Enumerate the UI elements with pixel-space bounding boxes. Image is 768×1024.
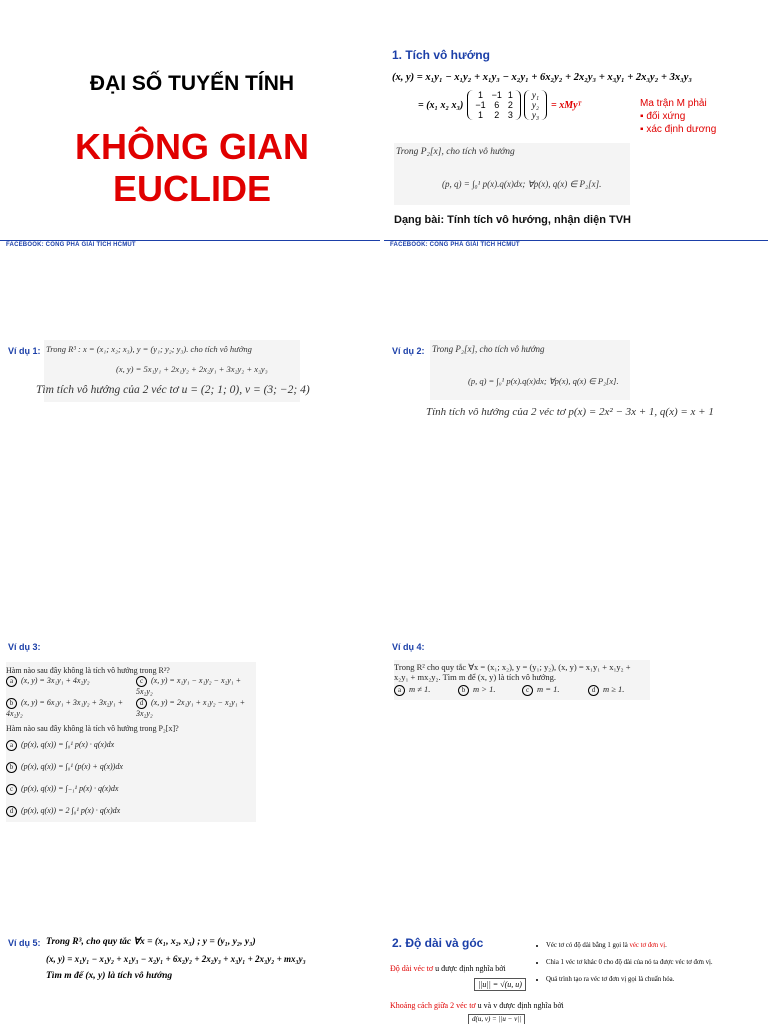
length-definition: Độ dài véc tơ u được định nghĩa bởi — [390, 964, 506, 973]
example-2 — [384, 256, 768, 512]
matrix-cell: 2 — [494, 110, 500, 120]
example-4-line: x₂y₁ + mx₂y₂. Tìm m để (x, y) là tích vô hướng. — [394, 672, 557, 682]
q1-option: b (x, y) = 6x₁y₁ + 3x₁y₂ + 3x₂y₁ + 4x₂y₂ — [6, 698, 124, 718]
example-4-box — [394, 660, 650, 700]
example-1-line: (x, y) = 5x₁y₁ + 2x₁y₂ + 2x₂y₁ + 3x₂y₂ + x₃y₃ — [116, 364, 268, 374]
example-2-line: (p, q) = ∫₀¹ p(x).q(x)dx; ∀p(x), q(x) ∈ P₂[x]. — [468, 376, 619, 386]
q1-option: d (x, y) = 2x₁y₁ + x₁y₂ − x₂y₁ + 3x₂y₂ — [136, 698, 246, 718]
question-1: Hàm nào sau đây không là tích vô hướng trong R²? — [6, 666, 170, 675]
facebook-label: FACEBOOK: CÔNG PHÁ GIẢI TÍCH HCMUT — [6, 242, 136, 248]
q1-option: a (x, y) = 3x₁y₁ + 4x₂y₂ — [6, 676, 90, 687]
example-label: Ví dụ 5: — [8, 938, 41, 948]
matrix-form — [418, 90, 581, 120]
example-label: Ví dụ 4: — [392, 642, 425, 652]
example-1-box — [36, 340, 310, 402]
section-heading: 2. Độ dài và góc — [392, 936, 484, 950]
exercise-type: Dạng bài: Tính tích vô hướng, nhận diện TVH — [394, 214, 631, 226]
vector-cell: y₂ — [531, 100, 539, 110]
example-5-line: Trong R³, cho quy tắc ∀x = (x₁, x₂, x₃) ; y = (y₁, y₂, y₃) — [46, 937, 256, 947]
example-label: Ví dụ 3: — [8, 642, 41, 652]
q2-option: d (p(x), q(x)) = 2 ∫₀¹ p(x) · q(x)dx — [6, 806, 120, 817]
matrix-note-title: Ma trận M phải — [640, 98, 707, 109]
matrix-cell: −1 — [475, 100, 486, 110]
example-5-line: (x, y) = x₁y₁ − x₁y₂ + x₁y₃ − x₂y₁ + 6x₂y₂ + 2x₂y₃ + x₃y₁ + 2x₃y₂ + mx₃y₃ — [46, 954, 306, 964]
q2-option: c (p(x), q(x)) = ∫₋₁¹ p(x) · q(x)dx — [6, 784, 118, 795]
unit-vector-notes — [536, 942, 764, 993]
note-bullet: • Chia 1 véc tơ khác 0 cho độ dài của nó ta được véc tơ đơn vị. — [546, 959, 764, 966]
matrix-cell: 1 — [507, 90, 513, 100]
distance-definition: Khoảng cách giữa 2 véc tơ u và v được định nghĩa bởi — [390, 1001, 564, 1010]
q2-option: a (p(x), q(x)) = ∫₀¹ p(x) · q(x)dx — [6, 740, 114, 751]
example-5 — [0, 768, 384, 1024]
divider — [384, 240, 768, 241]
p2-definition-box — [394, 143, 630, 205]
divider — [0, 240, 380, 241]
matrix-cell: 1 — [477, 90, 483, 100]
matrix-note — [640, 97, 716, 136]
matrix-cell: −1 — [491, 90, 502, 100]
answer-option: b m > 1. — [458, 684, 496, 696]
example-3 — [0, 512, 384, 815]
q2-option: b (p(x), q(x)) = ∫₀¹ (p(x) + q(x))dx — [6, 762, 123, 773]
answer-option: a m ≠ 1. — [394, 684, 430, 696]
matrix-result: = xMyᵀ — [551, 99, 582, 111]
example-4 — [384, 512, 768, 768]
example-label: Ví dụ 1: — [8, 346, 41, 356]
example-4-line: Trong R² cho quy tắc ∀x = (x₁; x₂), y = (y₁; y₂), (x, y) = x₁y₁ + x₁y₂ + — [394, 662, 631, 672]
matrix-cell: 1 — [477, 110, 483, 120]
row-vector: = (x₁ x₂ x₃) — [418, 99, 464, 111]
example-2-line: Tính tích vô hướng của 2 véc tơ p(x) = 2x² − 3x + 1, q(x) = x + 1 — [426, 406, 714, 418]
matrix-note-item: ▪ đối xứng — [640, 111, 686, 122]
answer-option: d m ≥ 1. — [588, 684, 624, 696]
length-formula: ||u|| = √(u, u) — [474, 978, 526, 991]
slide-title — [0, 0, 384, 240]
course-subtitle: ĐẠI SỐ TUYẾN TÍNH — [89, 72, 295, 95]
matrix-cell: 2 — [507, 100, 513, 110]
vector-cell: y₃ — [531, 110, 539, 120]
matrix-m — [467, 90, 521, 120]
p2-formula: (p, q) = ∫₀¹ p(x).q(x)dx; ∀p(x), q(x) ∈ P₂[x]. — [442, 179, 602, 189]
answer-option: c m = 1. — [522, 684, 560, 696]
chapter-title: KHÔNG GIAN EUCLIDE — [75, 126, 309, 209]
note-bullet: • Véc tơ có độ dài bằng 1 gọi là véc tơ đơn vị. — [546, 942, 764, 949]
question-2: Hàm nào sau đây không là tích vô hướng trong P₂[x]? — [6, 724, 179, 733]
example-2-box — [430, 340, 630, 400]
p2-intro: Trong P₂[x], cho tích vô hướng — [396, 147, 515, 157]
formula-expanded: (x, y) = x₁y₁ − x₁y₂ + x₁y₃ − x₂y₁ + 6x₂y₂ + 2x₂y₃ + x₃y₁ + 2x₃y₂ + 3x₃y₃ — [392, 72, 693, 83]
example-1-line: Trong R³ : x = (x₁; x₂; x₃), y = (y₁; y₂; y₃). cho tích vô hướng — [46, 344, 252, 354]
q1-option: c (x, y) = x₁y₁ − x₁y₂ − x₂y₁ + 5x₂y₂ — [136, 676, 242, 696]
example-1 — [0, 256, 384, 512]
slide-inner-product — [384, 0, 768, 240]
facebook-label: FACEBOOK: CÔNG PHÁ GIẢI TÍCH HCMUT — [390, 242, 520, 248]
example-label: Ví dụ 2: — [392, 346, 425, 356]
matrix-cell: 3 — [507, 110, 513, 120]
example-1-line: Tìm tích vô hướng của 2 véc tơ u = (2; 1; 0), v = (3; −2; 4) — [36, 384, 310, 396]
example-2-line: Trong P₂[x], cho tích vô hướng — [432, 344, 545, 354]
note-bullet: • Quá trình tạo ra véc tơ đơn vị gọi là chuẩn hóa. — [546, 976, 764, 983]
column-vector — [524, 90, 547, 120]
matrix-note-item: ▪ xác định dương — [640, 124, 717, 135]
vector-cell: y₁ — [531, 90, 539, 100]
section-heading: 1. Tích vô hướng — [392, 48, 490, 62]
matrix-cell: 6 — [494, 100, 500, 110]
example-5-line: Tìm m để (x, y) là tích vô hướng — [46, 971, 173, 981]
slide-length-angle — [384, 768, 768, 1024]
distance-formula: d(u, v) = ||u − v|| — [468, 1014, 525, 1024]
